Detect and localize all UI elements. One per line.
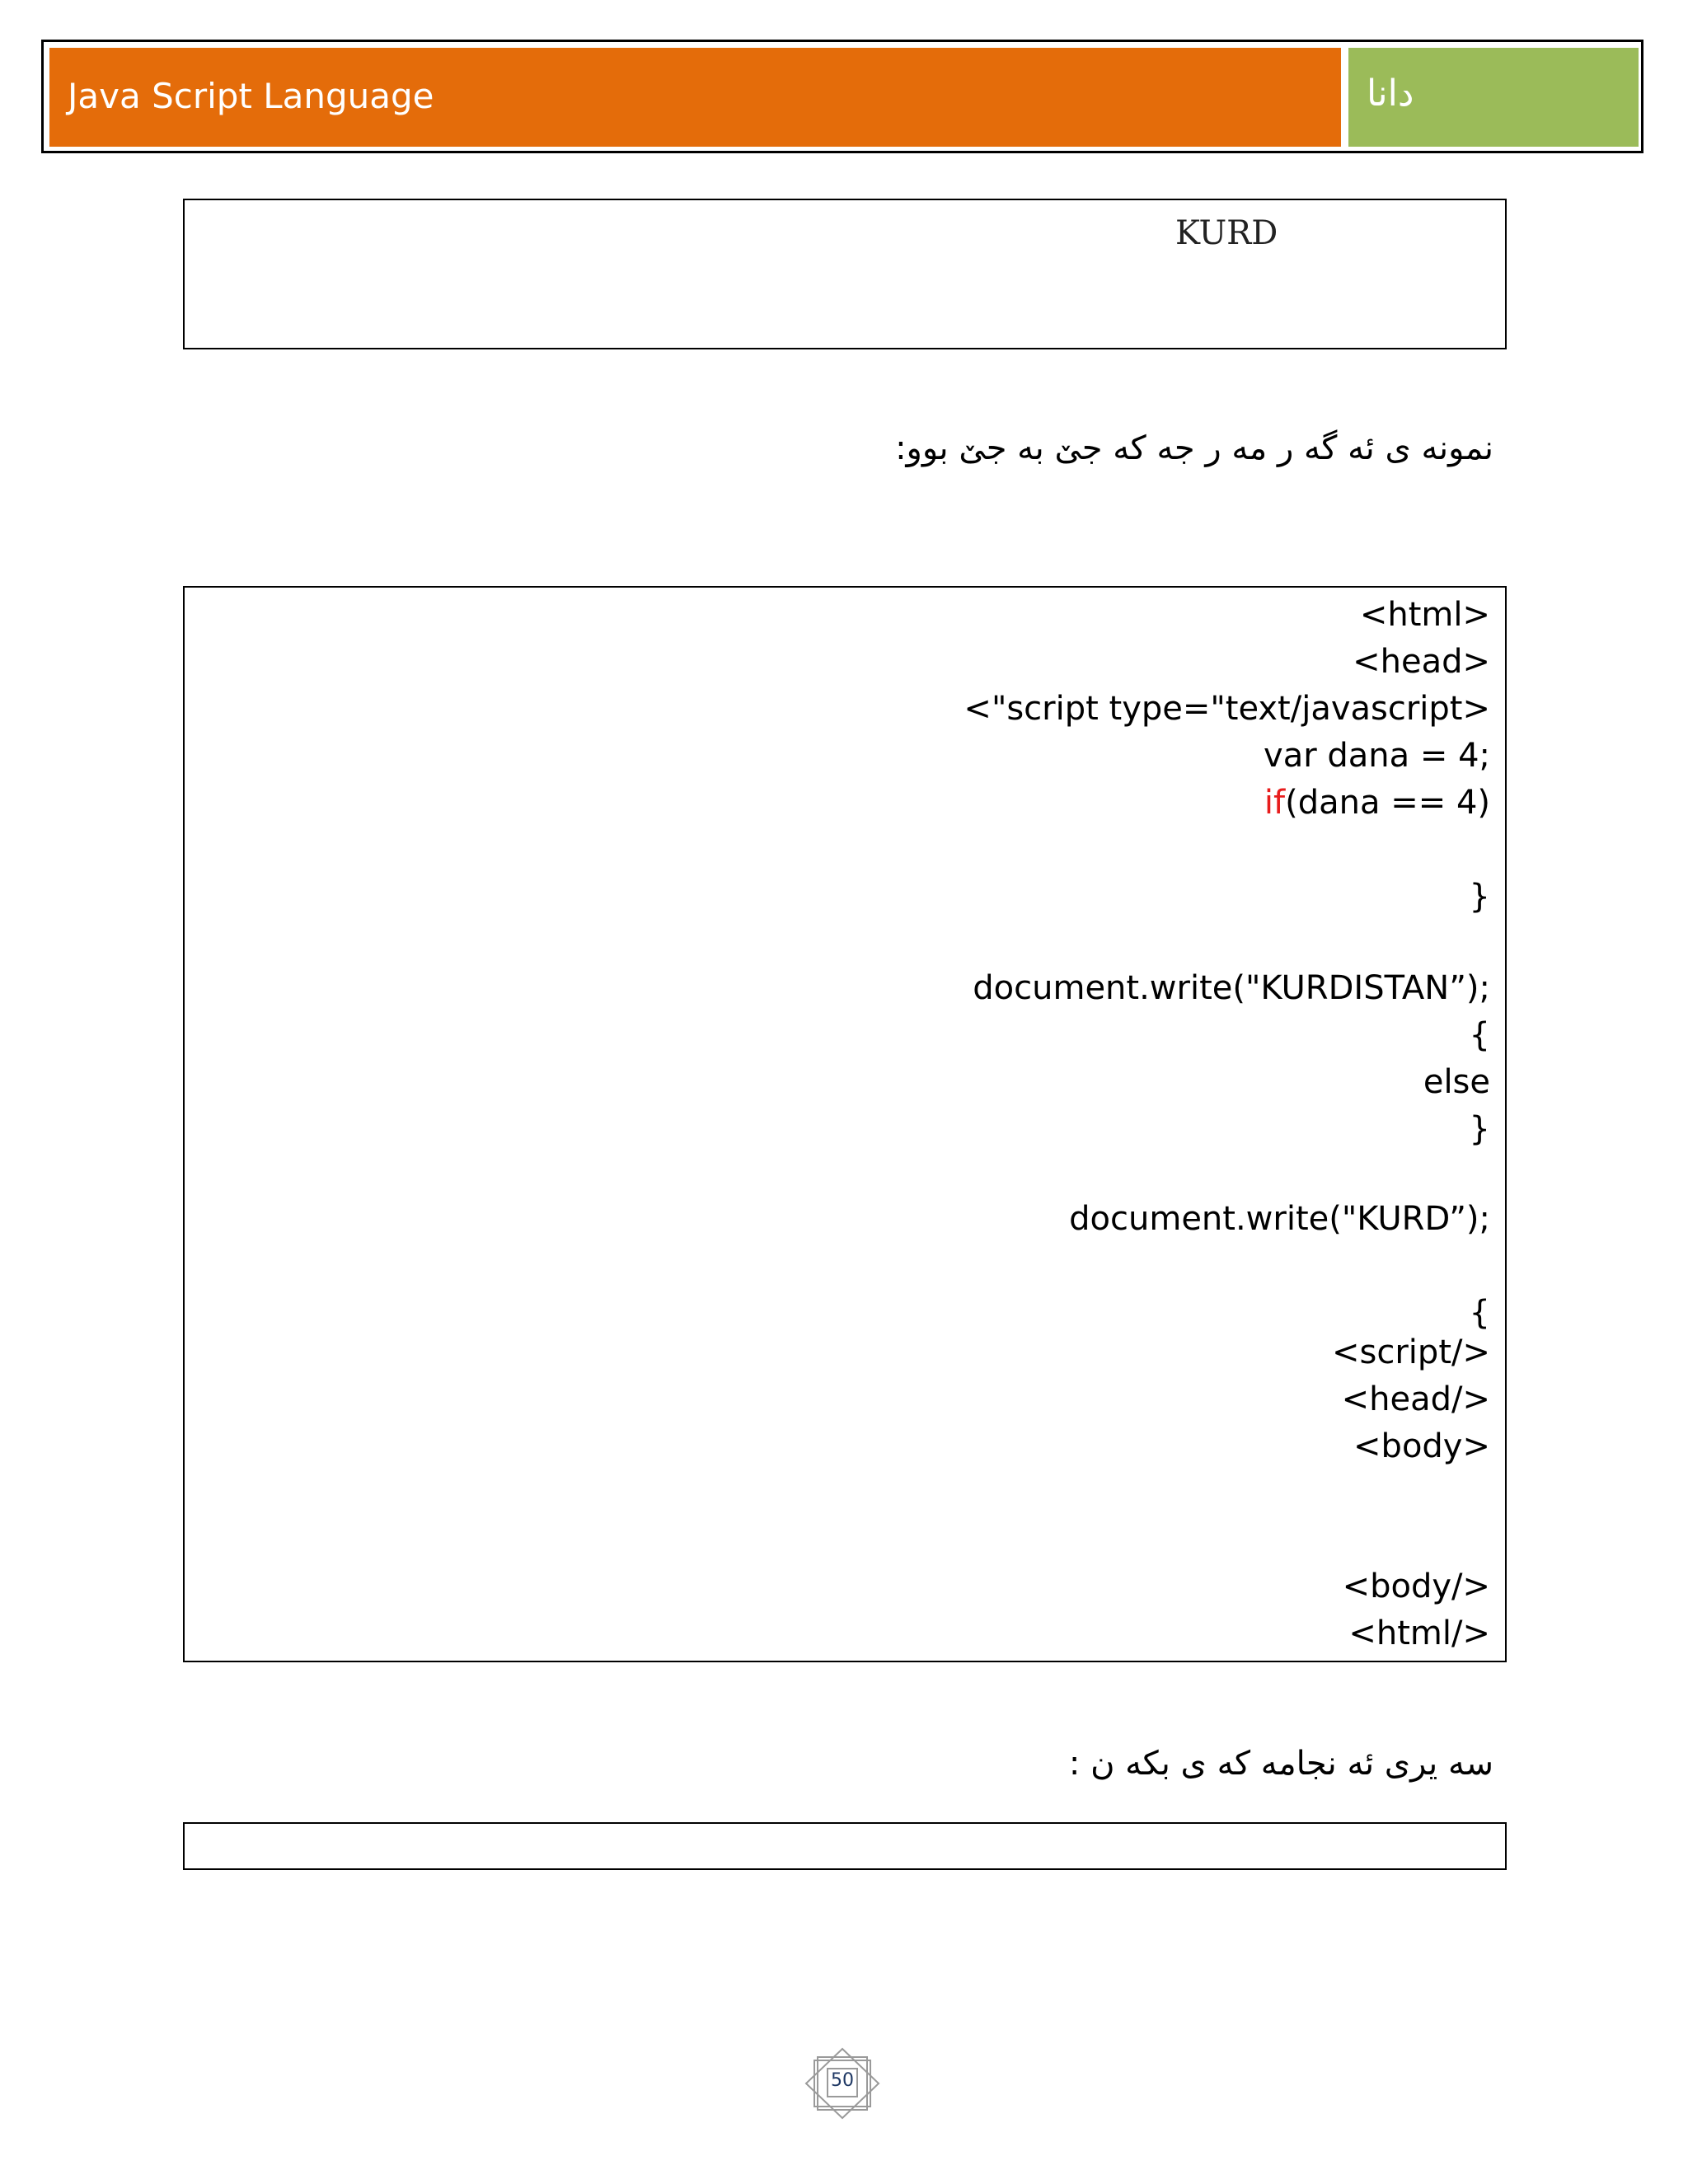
header-author: دانا [1367,73,1414,115]
page-number-badge [799,2046,885,2121]
code-line: <script/> [1332,1333,1490,1371]
code-line: <"script type="text/javascript> [964,690,1490,728]
code-line: { [1469,1016,1490,1054]
code-line: <head/> [1341,1380,1490,1418]
code-line: <html> [1359,596,1490,634]
header-title-bar [49,48,1341,147]
code-line: <html/> [1348,1615,1490,1652]
code-line: document.write("KURDISTAN”); [973,969,1490,1007]
output-text: KURD [1175,214,1278,252]
code-line: <body> [1353,1427,1490,1465]
if-keyword: if [1264,784,1286,822]
output-box-empty [183,1822,1507,1870]
code-line: { [1469,1294,1490,1332]
code-box [183,586,1507,1662]
header-author-bar [1348,48,1639,147]
code-line: else [1423,1063,1490,1101]
result-heading: سه يری ئه نجامه كه ی بكه ن : [1068,1745,1493,1783]
code-line: } [1469,878,1490,916]
code-line: document.write("KURD”); [1069,1200,1490,1238]
example-heading: نمونه ی ئه گه ر مه ر جه كه جێ به جێ بوو: [895,429,1493,467]
code-line: var dana = 4; [1264,737,1490,775]
code-line: } [1469,1110,1490,1148]
code-line-if [1264,782,1490,823]
code-line: <body/> [1342,1568,1490,1605]
page-number: 50 [831,2070,854,2091]
if-condition: (dana == 4) [1285,784,1490,822]
header-title: Java Script Language [68,76,434,116]
output-box-kurd [183,199,1507,349]
code-line: <head> [1353,643,1490,681]
